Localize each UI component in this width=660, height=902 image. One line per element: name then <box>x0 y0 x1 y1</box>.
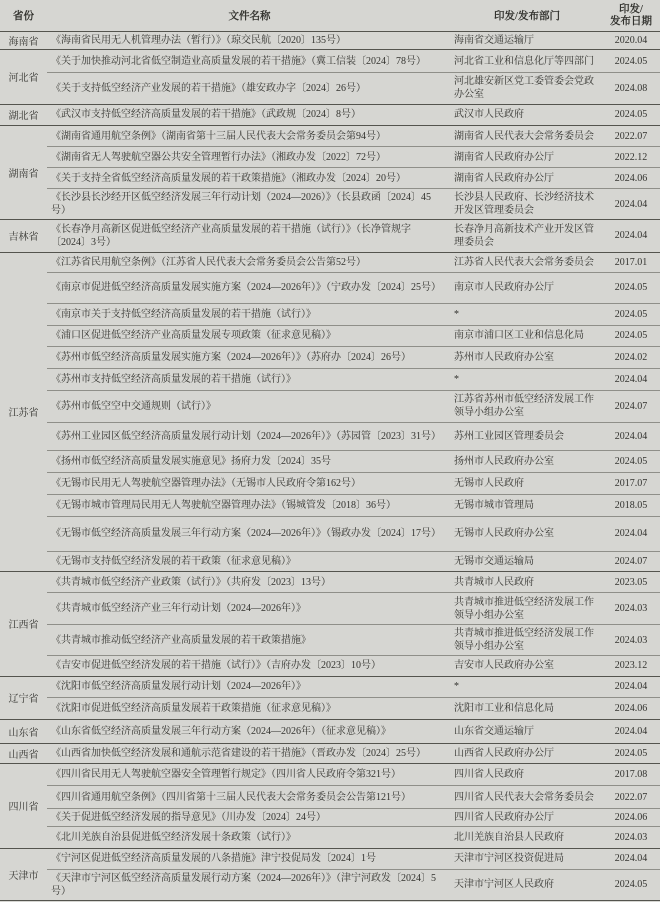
table-row <box>47 126 660 147</box>
province-cell: 湖南省 <box>8 169 39 180</box>
department-cell: 江苏省人民代表大会常务委员会 <box>454 256 594 268</box>
table-row <box>47 698 660 720</box>
province-cell: 天津市 <box>8 870 39 882</box>
table-row <box>47 827 660 848</box>
table-row <box>47 347 660 369</box>
date-cell: 2024.04 <box>614 528 648 539</box>
date-cell: 2024.06 <box>614 172 648 184</box>
header-department: 印发/发布部门 <box>494 11 560 22</box>
department-cell: 共青城市推进低空经济发展工作领导小组办公室 <box>454 596 594 621</box>
doc-title-cell: 《长春净月高新区促进低空经济产业高质量发展的若干措施（试行）》（长净管规字〔2024〕3号） <box>51 223 411 248</box>
date-cell: 2024.07 <box>614 555 648 567</box>
department-cell: 武汉市人民政府 <box>454 109 524 121</box>
province-cell: 山西省 <box>8 749 39 761</box>
table-row <box>47 677 660 698</box>
department-cell: 沈阳市工业和信息化局 <box>454 702 554 714</box>
department-cell: 无锡市人民政府办公室 <box>454 528 554 539</box>
table-row <box>47 147 660 168</box>
date-cell: 2024.05 <box>614 455 648 467</box>
doc-title-cell: 《沈阳市促进低空经济高质量发展若干政策措施（征求意见稿）》 <box>51 702 336 714</box>
province-cell: 山东省 <box>8 727 39 739</box>
group-rows <box>47 677 660 720</box>
table-row <box>47 423 660 451</box>
doc-title-cell: 《扬州市低空经济高质量发展实施意见》扬府力发〔2024〕35号 <box>51 455 331 467</box>
province-cell: 吉林省 <box>8 232 39 244</box>
date-cell: 2023.05 <box>614 576 648 588</box>
doc-title-cell: 《武汉市支持低空经济高质量发展的若干措施》（武政规〔2024〕8号） <box>51 109 361 121</box>
date-cell: 2024.03 <box>614 603 648 614</box>
department-cell: 共青城市推进低空经济发展工作领导小组办公室 <box>454 628 594 652</box>
table-row <box>47 849 660 870</box>
date-cell: 2018.05 <box>614 499 648 511</box>
table-row <box>47 517 660 552</box>
date-cell: 2017.01 <box>614 256 648 268</box>
table-row <box>47 451 660 473</box>
date-cell: 2024.08 <box>614 82 648 94</box>
table-row <box>47 764 660 786</box>
doc-title-cell: 《无锡市民用无人驾驶航空器管理办法》（无锡市人民政府令第162号） <box>51 477 361 489</box>
department-cell: * <box>454 681 459 692</box>
doc-title-cell: 《山东省低空经济高质量发展三年行动方案（2024—2026年）（征求意见稿）》 <box>51 725 391 737</box>
doc-title-cell: 《沈阳市低空经济高质量发展行动计划（2024—2026年）》 <box>51 681 306 692</box>
doc-title-cell: 《南京市关于支持低空经济高质量发展的若干措施（试行）》 <box>51 308 316 320</box>
province-group <box>0 32 660 50</box>
doc-title-cell: 《浦口区促进低空经济产业高质量发展专项政策（征求意见稿）》 <box>51 330 336 341</box>
table-row <box>47 73 660 104</box>
doc-title-cell: 《关于促进低空经济发展的指导意见》（川办发〔2024〕24号） <box>51 812 326 823</box>
date-cell: 2022.12 <box>614 151 648 163</box>
department-cell: 南京市人民政府办公厅 <box>454 282 554 293</box>
department-cell: 苏州市人民政府办公室 <box>454 351 554 363</box>
doc-title-cell: 《苏州工业园区低空经济高质量发展行动计划（2024—2026年）》（苏园管〔2023〕31号） <box>51 430 441 442</box>
group-rows <box>47 720 660 743</box>
department-cell: 四川省人民政府 <box>454 769 524 780</box>
table-header-row <box>0 0 660 32</box>
province-cell: 河北省 <box>8 73 39 85</box>
department-cell: * <box>454 308 459 320</box>
department-cell: 四川省人民代表大会常务委员会 <box>454 791 594 803</box>
date-cell: 2024.04 <box>614 198 648 210</box>
date-cell: 2024.06 <box>614 702 648 714</box>
date-cell: 2024.05 <box>614 109 648 121</box>
province-group <box>0 720 660 744</box>
table-row <box>47 50 660 73</box>
table-row <box>47 473 660 495</box>
date-cell: 2024.05 <box>614 330 648 341</box>
header-date <box>602 4 660 28</box>
group-rows <box>47 744 660 764</box>
date-cell: 2024.05 <box>614 55 648 67</box>
date-cell: 2024.04 <box>614 430 648 442</box>
doc-title-cell: 《湖南省通用航空条例》（湖南省第十三届人民代表大会常务委员会第94号） <box>51 130 386 142</box>
date-cell: 2022.07 <box>614 130 648 142</box>
department-cell: 共青城市人民政府 <box>454 576 534 588</box>
date-cell: 2024.02 <box>614 351 648 363</box>
department-cell: 扬州市人民政府办公室 <box>454 455 554 467</box>
province-group <box>0 849 660 901</box>
date-cell: 2024.05 <box>614 879 648 890</box>
department-cell: 长沙县人民政府、长沙经济技术开发区管理委员会 <box>454 192 594 216</box>
table-row <box>47 870 660 900</box>
group-rows <box>47 105 660 126</box>
table-row <box>47 744 660 764</box>
doc-title-cell: 《四川省民用无人驾驶航空器安全管理暂行规定》（四川省人民政府令第321号） <box>51 769 401 780</box>
header-date-line2: 发布日期 <box>610 15 652 27</box>
department-cell: 湖南省人民政府办公厅 <box>454 172 554 184</box>
department-cell: 北川羌族自治县人民政府 <box>454 831 564 843</box>
doc-title-cell: 《北川羌族自治县促进低空经济发展十条政策（试行）》 <box>51 831 296 843</box>
doc-title-cell: 《苏州市支持低空经济高质量发展的若干措施（试行）》 <box>51 373 296 385</box>
department-cell: 湖南省人民代表大会常务委员会 <box>454 130 594 142</box>
doc-title-cell: 《苏州市低空经济高质量发展实施方案（2024—2026年）》（苏府办〔2024〕26号） <box>51 351 411 363</box>
department-cell: 天津市宁河区投资促进局 <box>454 853 564 864</box>
doc-title-cell: 《天津市宁河区低空经济高质量发展行动方案（2024—2026年）》（津宁河政发〔2024〕5号） <box>51 872 436 897</box>
department-cell: 长春净月高新技术产业开发区管理委员会 <box>454 223 594 248</box>
date-cell: 2024.04 <box>614 681 648 692</box>
department-cell: 无锡市交通运输局 <box>454 555 534 567</box>
table-row <box>47 326 660 347</box>
header-province: 省份 <box>13 11 34 22</box>
header-date-line1: 印发/ <box>619 3 643 15</box>
doc-title-cell: 《共青城市推动低空经济产业高质量发展的若干政策措施》 <box>51 634 311 646</box>
doc-title-cell: 《共青城市低空经济产业三年行动计划（2024—2026年）》 <box>51 603 306 614</box>
date-cell: 2024.04 <box>614 230 648 242</box>
doc-title-cell: 《苏州市低空空中交通规则（试行）》 <box>51 400 216 412</box>
doc-title-cell: 《关于支持低空经济产业发展的若干措施》（雄安政办字〔2024〕26号） <box>51 82 366 94</box>
group-rows <box>47 572 660 676</box>
department-cell: 山西省人民政府办公厅 <box>454 747 554 759</box>
department-cell: 无锡市城市管理局 <box>454 499 534 511</box>
table-row <box>47 656 660 676</box>
table-row <box>47 168 660 189</box>
doc-title-cell: 《共青城市低空经济产业政策（试行）》（共府发〔2023〕13号） <box>51 576 331 588</box>
department-cell: 南京市浦口区工业和信息化局 <box>454 330 584 341</box>
doc-title-cell: 《山西省加快低空经济发展和通航示范省建设的若干措施》（晋政办发〔2024〕25号） <box>51 747 426 759</box>
doc-title-cell: 《关于支持全省低空经济高质量发展的若干政策措施》（湘政办发〔2024〕20号） <box>51 172 406 184</box>
table-row <box>47 253 660 273</box>
province-group <box>0 105 660 127</box>
date-cell: 2024.06 <box>614 812 648 823</box>
province-group <box>0 253 660 573</box>
table-row <box>47 720 660 743</box>
table-row <box>47 391 660 423</box>
date-cell: 2017.08 <box>614 769 648 780</box>
table-body <box>0 32 660 901</box>
department-cell: 海南省交通运输厅 <box>454 35 534 46</box>
department-cell: 吉安市人民政府办公室 <box>454 660 554 672</box>
table-row <box>47 572 660 593</box>
table-row <box>47 32 660 49</box>
group-rows <box>47 849 660 900</box>
province-group <box>0 744 660 765</box>
group-rows <box>47 764 660 848</box>
group-rows <box>47 220 660 252</box>
group-rows <box>47 32 660 49</box>
date-cell: 2023.12 <box>614 660 648 672</box>
table-row <box>47 369 660 391</box>
department-cell: 天津市宁河区人民政府 <box>454 879 554 890</box>
date-cell: 2024.05 <box>614 282 648 293</box>
province-group <box>0 220 660 253</box>
doc-title-cell: 《江苏省民用航空条例》（江苏省人民代表大会常务委员会公告第52号） <box>51 256 366 268</box>
department-cell: 河北雄安新区党工委管委会党政办公室 <box>454 76 594 101</box>
doc-title-cell: 《长沙县长沙经开区低空经济发展三年行动计划（2024—2026）》（长县政函〔2024〕45号） <box>51 192 431 216</box>
table-row <box>47 495 660 517</box>
province-group <box>0 126 660 220</box>
table-row <box>47 786 660 809</box>
province-cell: 四川省 <box>8 802 39 814</box>
date-cell: 2024.04 <box>614 373 648 385</box>
date-cell: 2020.04 <box>614 35 648 46</box>
doc-title-cell: 《海南省民用无人机管理办法（暂行）》（琼交民航〔2020〕135号） <box>51 35 346 46</box>
doc-title-cell: 《四川省通用航空条例》（四川省第十三届人民代表大会常务委员会公告第121号） <box>51 791 411 803</box>
date-cell: 2024.04 <box>614 853 648 864</box>
province-cell: 海南省 <box>8 37 39 48</box>
group-rows <box>47 50 660 104</box>
doc-title-cell: 《无锡市低空经济高质量发展三年行动方案（2024—2026年）》（锡政办发〔2024〕17号） <box>51 528 441 539</box>
table-row <box>47 220 660 252</box>
table-row <box>47 552 660 572</box>
date-cell: 2017.07 <box>614 477 648 489</box>
doc-title-cell: 《无锡市城市管理局民用无人驾驶航空器管理办法》（锡城管发〔2018〕36号） <box>51 499 396 511</box>
doc-title-cell: 《关于加快推动河北省低空制造业高质量发展的若干措施》（冀工信装〔2024〕78号） <box>51 55 426 67</box>
department-cell: 河北省工业和信息化厅等四部门 <box>454 55 594 67</box>
doc-title-cell: 《无锡市支持低空经济发展的若干政策（征求意见稿）》 <box>51 555 296 567</box>
doc-title-cell: 《吉安市促进低空经济发展的若干措施（试行）》（吉府办发〔2023〕10号） <box>51 660 381 672</box>
province-group <box>0 677 660 721</box>
date-cell: 2024.05 <box>614 747 648 759</box>
department-cell: 湖南省人民政府办公厅 <box>454 151 554 163</box>
date-cell: 2024.07 <box>614 400 648 412</box>
doc-title-cell: 《湖南省无人驾驶航空器公共安全管理暂行办法》（湘政办发〔2022〕72号） <box>51 151 386 163</box>
date-cell: 2024.03 <box>614 831 648 843</box>
department-cell: 无锡市人民政府 <box>454 477 524 489</box>
header-document-title: 文件名称 <box>228 11 271 22</box>
province-cell: 江西省 <box>8 620 39 632</box>
province-group <box>0 50 660 105</box>
department-cell: 四川省人民政府办公厅 <box>454 812 554 823</box>
department-cell: 江苏省苏州市低空经济发展工作领导小组办公室 <box>454 394 594 418</box>
table-row <box>47 593 660 625</box>
doc-title-cell: 《宁河区促进低空经济高质量发展的八条措施》津宁投促局发〔2024〕1号 <box>51 853 376 864</box>
doc-title-cell: 《南京市促进低空经济高质量发展实施方案（2024—2026年）》（宁政办发〔2024〕25号） <box>51 282 441 293</box>
date-cell: 2024.04 <box>614 725 648 737</box>
table-row <box>47 105 660 126</box>
date-cell: 2024.03 <box>614 634 648 646</box>
group-rows <box>47 253 660 572</box>
table-row <box>47 625 660 656</box>
table-row <box>47 189 660 219</box>
province-group <box>0 572 660 677</box>
province-cell: 辽宁省 <box>8 694 39 706</box>
province-cell: 江苏省 <box>8 408 39 420</box>
department-cell: 山东省交通运输厅 <box>454 725 534 737</box>
province-cell: 湖北省 <box>8 111 39 123</box>
department-cell: * <box>454 373 459 385</box>
table-row <box>47 304 660 326</box>
table-row <box>47 809 660 827</box>
date-cell: 2024.05 <box>614 308 648 320</box>
table-row <box>47 273 660 304</box>
group-rows <box>47 126 660 219</box>
department-cell: 苏州工业园区管理委员会 <box>454 430 564 442</box>
province-group <box>0 764 660 849</box>
date-cell: 2022.07 <box>614 791 648 803</box>
